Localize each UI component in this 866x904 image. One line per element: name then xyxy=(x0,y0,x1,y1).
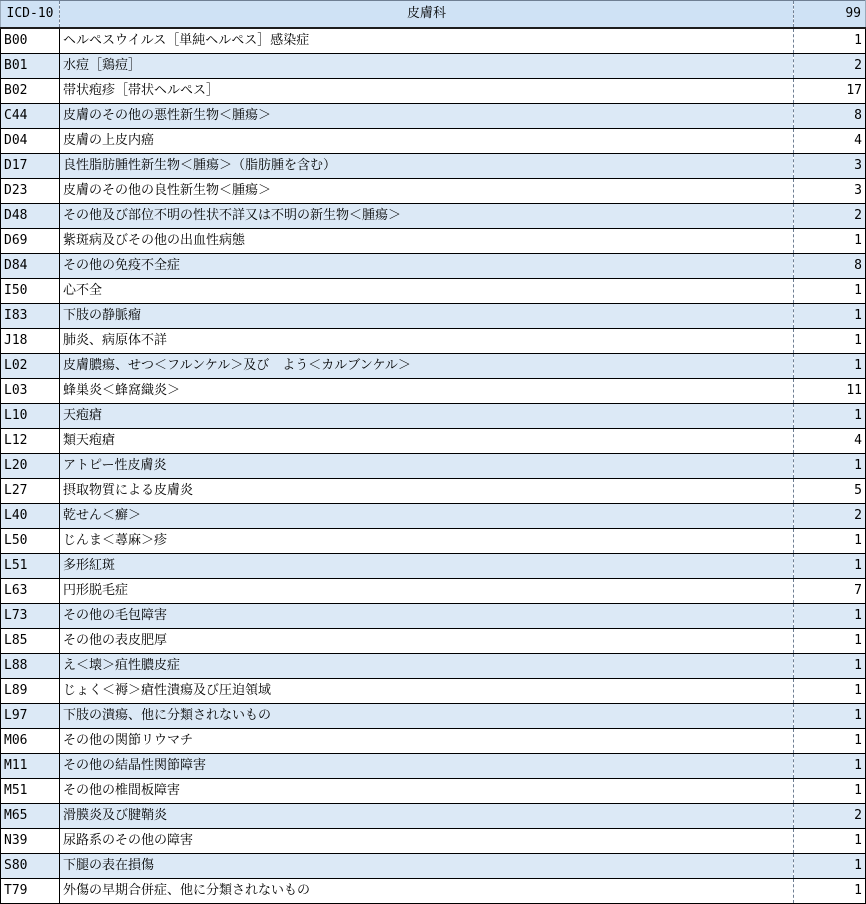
table-row xyxy=(1,204,866,229)
table-row xyxy=(1,179,866,204)
row-code: B01 xyxy=(1,54,60,79)
row-name: 皮膚膿瘍、せつ＜フルンケル＞及び よう＜カルブンケル＞ xyxy=(60,354,794,379)
table-row xyxy=(1,404,866,429)
row-count: 1 xyxy=(794,529,866,554)
row-code: J18 xyxy=(1,329,60,354)
row-name: 肺炎、病原体不詳 xyxy=(60,329,794,354)
table-row xyxy=(1,654,866,679)
table-row xyxy=(1,429,866,454)
row-code: I50 xyxy=(1,279,60,304)
row-code: M51 xyxy=(1,779,60,804)
row-code: S80 xyxy=(1,854,60,879)
row-code: L51 xyxy=(1,554,60,579)
row-code: M06 xyxy=(1,729,60,754)
row-count: 1 xyxy=(794,829,866,854)
row-name: 皮膚のその他の悪性新生物＜腫瘍＞ xyxy=(60,104,794,129)
row-code: T79 xyxy=(1,879,60,904)
row-code: L27 xyxy=(1,479,60,504)
table-row xyxy=(1,504,866,529)
row-count: 1 xyxy=(794,654,866,679)
row-code: D69 xyxy=(1,229,60,254)
table-row xyxy=(1,529,866,554)
row-count: 2 xyxy=(794,804,866,829)
row-name: 皮膚のその他の良性新生物＜腫瘍＞ xyxy=(60,179,794,204)
row-count: 1 xyxy=(794,679,866,704)
row-name: 下腿の表在損傷 xyxy=(60,854,794,879)
row-code: D84 xyxy=(1,254,60,279)
row-code: L63 xyxy=(1,579,60,604)
table-row xyxy=(1,354,866,379)
row-code: D23 xyxy=(1,179,60,204)
row-name: 水痘［鶏痘］ xyxy=(60,54,794,79)
row-count: 5 xyxy=(794,479,866,504)
row-name: 乾せん＜癬＞ xyxy=(60,504,794,529)
row-name: その他の関節リウマチ xyxy=(60,729,794,754)
table-row xyxy=(1,454,866,479)
row-name: その他の免疫不全症 xyxy=(60,254,794,279)
row-code: D48 xyxy=(1,204,60,229)
table-row xyxy=(1,879,866,904)
row-code: L89 xyxy=(1,679,60,704)
row-count: 2 xyxy=(794,504,866,529)
table-row xyxy=(1,304,866,329)
header-total: 99 xyxy=(794,1,866,29)
table-row xyxy=(1,679,866,704)
row-name: じんま＜蕁麻＞疹 xyxy=(60,529,794,554)
row-code: D04 xyxy=(1,129,60,154)
row-code: N39 xyxy=(1,829,60,854)
row-code: L02 xyxy=(1,354,60,379)
row-code: I83 xyxy=(1,304,60,329)
row-name: 蜂巣炎＜蜂窩織炎＞ xyxy=(60,379,794,404)
row-name: アトピー性皮膚炎 xyxy=(60,454,794,479)
row-code: L12 xyxy=(1,429,60,454)
row-name: その他の毛包障害 xyxy=(60,604,794,629)
table-row xyxy=(1,129,866,154)
row-name: その他の結晶性関節障害 xyxy=(60,754,794,779)
row-count: 3 xyxy=(794,179,866,204)
table-row xyxy=(1,754,866,779)
row-count: 1 xyxy=(794,329,866,354)
row-code: L88 xyxy=(1,654,60,679)
row-code: L85 xyxy=(1,629,60,654)
row-code: L20 xyxy=(1,454,60,479)
row-code: B02 xyxy=(1,79,60,104)
row-count: 8 xyxy=(794,254,866,279)
row-name: その他及び部位不明の性状不詳又は不明の新生物＜腫瘍＞ xyxy=(60,204,794,229)
row-name: 外傷の早期合併症、他に分類されないもの xyxy=(60,879,794,904)
row-code: L40 xyxy=(1,504,60,529)
row-name: 円形脱毛症 xyxy=(60,579,794,604)
row-code: L03 xyxy=(1,379,60,404)
row-count: 1 xyxy=(794,354,866,379)
row-count: 1 xyxy=(794,854,866,879)
row-name: じょく＜褥＞瘡性潰瘍及び圧迫領域 xyxy=(60,679,794,704)
row-name: 良性脂肪腫性新生物＜腫瘍＞（脂肪腫を含む） xyxy=(60,154,794,179)
row-count: 1 xyxy=(794,629,866,654)
row-name: 天疱瘡 xyxy=(60,404,794,429)
row-code: M11 xyxy=(1,754,60,779)
row-code: C44 xyxy=(1,104,60,129)
row-code: L10 xyxy=(1,404,60,429)
header-code: ICD-10 xyxy=(1,1,60,29)
row-code: M65 xyxy=(1,804,60,829)
row-name: 尿路系のその他の障害 xyxy=(60,829,794,854)
table-row xyxy=(1,279,866,304)
row-count: 1 xyxy=(794,754,866,779)
row-name: その他の椎間板障害 xyxy=(60,779,794,804)
row-name: 下肢の静脈瘤 xyxy=(60,304,794,329)
row-count: 17 xyxy=(794,79,866,104)
table-row xyxy=(1,704,866,729)
row-code: L73 xyxy=(1,604,60,629)
row-name: 類天疱瘡 xyxy=(60,429,794,454)
row-count: 7 xyxy=(794,579,866,604)
row-count: 1 xyxy=(794,454,866,479)
row-name: え＜壊＞疽性膿皮症 xyxy=(60,654,794,679)
row-name: その他の表皮肥厚 xyxy=(60,629,794,654)
table-body xyxy=(1,28,866,904)
row-count: 4 xyxy=(794,429,866,454)
row-name: 摂取物質による皮膚炎 xyxy=(60,479,794,504)
table-row xyxy=(1,229,866,254)
table-row xyxy=(1,104,866,129)
row-count: 1 xyxy=(794,779,866,804)
row-count: 2 xyxy=(794,54,866,79)
row-count: 1 xyxy=(794,604,866,629)
table-row xyxy=(1,554,866,579)
row-count: 1 xyxy=(794,704,866,729)
table-row xyxy=(1,729,866,754)
row-count: 1 xyxy=(794,28,866,54)
row-count: 4 xyxy=(794,129,866,154)
row-count: 1 xyxy=(794,304,866,329)
row-name: 下肢の潰瘍、他に分類されないもの xyxy=(60,704,794,729)
table-row xyxy=(1,479,866,504)
header-department: 皮膚科 xyxy=(60,1,794,29)
row-code: D17 xyxy=(1,154,60,179)
table-row xyxy=(1,79,866,104)
table-row xyxy=(1,604,866,629)
row-name: 帯状疱疹［帯状ヘルペス］ xyxy=(60,79,794,104)
table-row xyxy=(1,854,866,879)
row-name: 心不全 xyxy=(60,279,794,304)
row-count: 2 xyxy=(794,204,866,229)
row-count: 1 xyxy=(794,229,866,254)
row-code: L97 xyxy=(1,704,60,729)
row-count: 8 xyxy=(794,104,866,129)
row-count: 1 xyxy=(794,879,866,904)
table-row xyxy=(1,28,866,54)
row-name: 滑膜炎及び腱鞘炎 xyxy=(60,804,794,829)
row-count: 1 xyxy=(794,729,866,754)
table-row xyxy=(1,829,866,854)
table-row xyxy=(1,804,866,829)
row-name: 多形紅斑 xyxy=(60,554,794,579)
table-header-row xyxy=(1,1,866,29)
row-count: 3 xyxy=(794,154,866,179)
row-count: 1 xyxy=(794,554,866,579)
row-count: 1 xyxy=(794,404,866,429)
table-row xyxy=(1,379,866,404)
row-name: 紫斑病及びその他の出血性病態 xyxy=(60,229,794,254)
table-row xyxy=(1,254,866,279)
row-count: 1 xyxy=(794,279,866,304)
table-row xyxy=(1,779,866,804)
table-row xyxy=(1,54,866,79)
table-row xyxy=(1,329,866,354)
row-name: 皮膚の上皮内癌 xyxy=(60,129,794,154)
table-row xyxy=(1,579,866,604)
table-row xyxy=(1,629,866,654)
row-code: B00 xyxy=(1,28,60,54)
row-count: 11 xyxy=(794,379,866,404)
table-row xyxy=(1,154,866,179)
row-name: ヘルペスウイルス［単純ヘルペス］感染症 xyxy=(60,28,794,54)
row-code: L50 xyxy=(1,529,60,554)
